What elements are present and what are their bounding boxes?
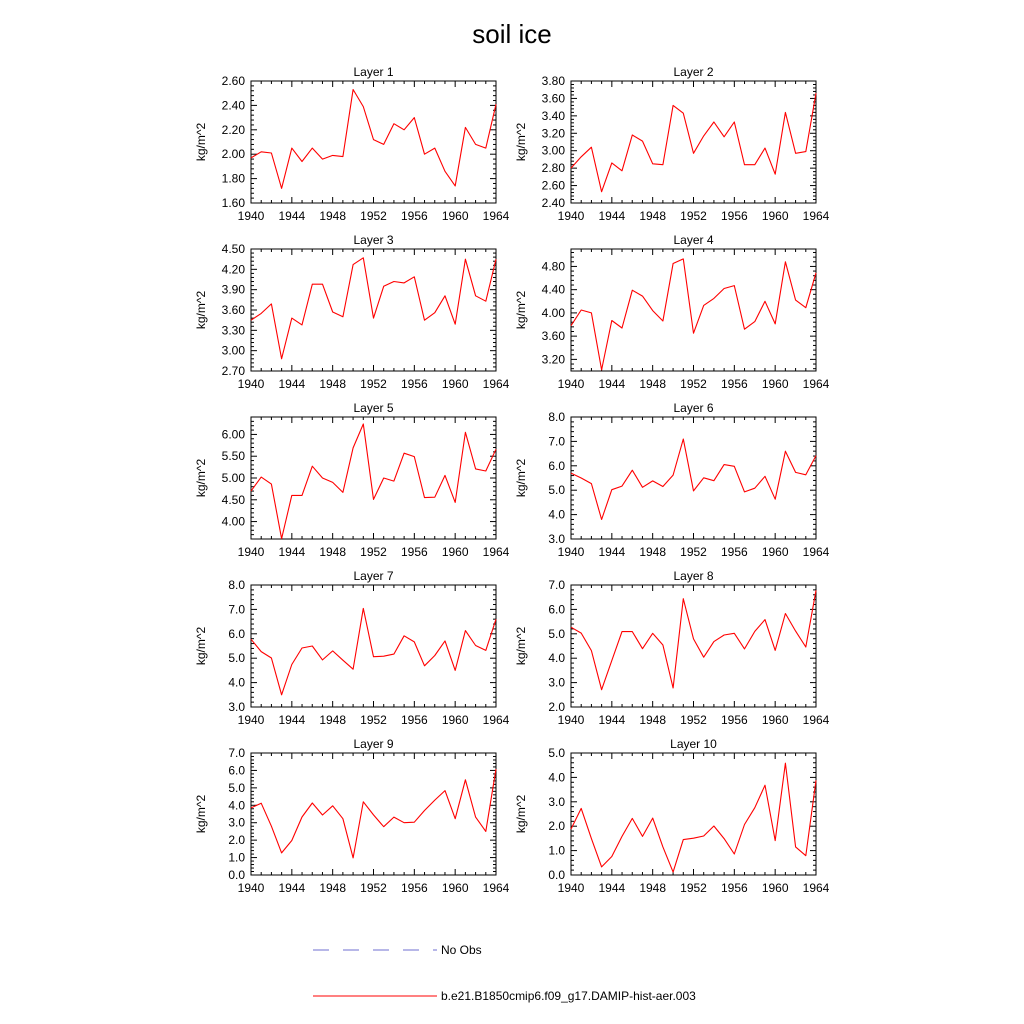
legend bbox=[313, 943, 696, 1003]
panel-title: Layer 2 bbox=[673, 65, 714, 79]
y-tick-label: 2.0 bbox=[228, 833, 245, 848]
x-tick-label: 1952 bbox=[360, 209, 387, 223]
x-tick-label: 1964 bbox=[482, 713, 510, 727]
x-tick-label: 1944 bbox=[278, 209, 306, 223]
x-tick-label: 1940 bbox=[237, 377, 265, 391]
x-tick-label: 1944 bbox=[278, 713, 306, 727]
series-line bbox=[251, 424, 496, 539]
series-line bbox=[251, 608, 496, 694]
series-line bbox=[251, 258, 496, 359]
x-tick-label: 1960 bbox=[441, 209, 469, 223]
y-tick-label: 4.0 bbox=[228, 675, 245, 690]
x-tick-label: 1956 bbox=[400, 713, 428, 727]
y-tick-label: 4.40 bbox=[541, 282, 565, 297]
y-tick-label: 4.20 bbox=[221, 262, 245, 277]
series-line bbox=[571, 763, 816, 872]
panel-layer-5 bbox=[194, 401, 510, 559]
y-tick-label: 3.20 bbox=[541, 126, 565, 141]
x-tick-label: 1948 bbox=[319, 209, 347, 223]
panel-layer-10 bbox=[514, 737, 830, 895]
x-tick-label: 1952 bbox=[360, 545, 387, 559]
y-tick-label: 2.80 bbox=[541, 161, 565, 176]
y-tick-label: 7.0 bbox=[548, 578, 565, 592]
panels bbox=[194, 65, 830, 895]
y-tick-label: 3.0 bbox=[228, 700, 245, 714]
y-tick-label: 3.0 bbox=[548, 532, 565, 546]
plot-frame bbox=[571, 249, 816, 371]
y-tick-label: 1.60 bbox=[221, 196, 245, 210]
x-tick-label: 1956 bbox=[400, 545, 428, 559]
x-tick-label: 1964 bbox=[802, 209, 830, 223]
x-tick-label: 1960 bbox=[761, 881, 789, 895]
x-tick-label: 1956 bbox=[720, 713, 748, 727]
series-line bbox=[571, 93, 816, 192]
panel-title: Layer 8 bbox=[673, 569, 714, 583]
x-tick-label: 1964 bbox=[802, 713, 830, 727]
y-tick-label: 3.00 bbox=[541, 143, 565, 158]
y-tick-label: 7.0 bbox=[548, 434, 565, 449]
y-tick-label: 3.0 bbox=[228, 815, 245, 830]
series-line bbox=[251, 90, 496, 189]
panel-layer-2 bbox=[514, 65, 830, 223]
x-tick-label: 1960 bbox=[441, 545, 469, 559]
panel-layer-6 bbox=[514, 401, 830, 559]
x-tick-label: 1940 bbox=[557, 377, 585, 391]
y-tick-label: 1.0 bbox=[228, 850, 245, 865]
series-line bbox=[571, 259, 816, 370]
x-tick-label: 1944 bbox=[278, 881, 306, 895]
x-tick-label: 1944 bbox=[598, 713, 626, 727]
y-tick-label: 3.60 bbox=[221, 303, 245, 317]
x-tick-label: 1956 bbox=[720, 209, 748, 223]
x-tick-label: 1948 bbox=[639, 377, 667, 391]
y-tick-label: 8.0 bbox=[548, 410, 565, 424]
y-tick-label: 4.50 bbox=[221, 492, 245, 507]
x-tick-label: 1956 bbox=[400, 377, 428, 391]
x-tick-label: 1940 bbox=[557, 713, 585, 727]
y-tick-label: 4.0 bbox=[548, 770, 565, 785]
x-tick-label: 1960 bbox=[441, 377, 469, 391]
y-tick-label: 4.50 bbox=[221, 242, 245, 256]
x-tick-label: 1944 bbox=[598, 881, 626, 895]
y-tick-label: 5.50 bbox=[221, 449, 245, 464]
x-tick-label: 1940 bbox=[557, 881, 585, 895]
panel-title: Layer 9 bbox=[353, 737, 394, 751]
x-tick-label: 1940 bbox=[237, 881, 265, 895]
y-axis-label: kg/m^2 bbox=[194, 122, 208, 162]
x-tick-label: 1960 bbox=[441, 881, 469, 895]
y-tick-label: 3.30 bbox=[221, 323, 245, 338]
plot-frame bbox=[251, 585, 496, 707]
x-tick-label: 1948 bbox=[319, 713, 347, 727]
y-tick-label: 4.0 bbox=[548, 507, 565, 522]
y-tick-label: 3.40 bbox=[541, 108, 565, 123]
legend-label-no-obs: No Obs bbox=[441, 943, 482, 957]
panel-title: Layer 4 bbox=[673, 233, 714, 247]
y-axis-label: kg/m^2 bbox=[514, 122, 528, 162]
panel-layer-1 bbox=[194, 65, 510, 223]
y-tick-label: 0.0 bbox=[228, 868, 245, 882]
plot-frame bbox=[251, 753, 496, 875]
y-tick-label: 4.0 bbox=[228, 798, 245, 813]
y-tick-label: 2.0 bbox=[548, 700, 565, 714]
panel-title: Layer 7 bbox=[353, 569, 394, 583]
x-tick-label: 1956 bbox=[720, 545, 748, 559]
x-tick-label: 1964 bbox=[802, 545, 830, 559]
panel-title: Layer 10 bbox=[670, 737, 717, 751]
x-tick-label: 1952 bbox=[680, 713, 707, 727]
panel-title: Layer 3 bbox=[353, 233, 394, 247]
series-line bbox=[571, 439, 816, 520]
x-tick-label: 1944 bbox=[278, 545, 306, 559]
x-tick-label: 1952 bbox=[680, 545, 707, 559]
y-tick-label: 3.0 bbox=[548, 675, 565, 690]
x-tick-label: 1940 bbox=[237, 209, 265, 223]
x-tick-label: 1952 bbox=[360, 881, 387, 895]
y-tick-label: 3.60 bbox=[541, 91, 565, 106]
x-tick-label: 1964 bbox=[482, 545, 510, 559]
x-tick-label: 1952 bbox=[680, 881, 707, 895]
y-tick-label: 2.00 bbox=[221, 147, 245, 162]
y-tick-label: 5.0 bbox=[548, 483, 565, 498]
x-tick-label: 1964 bbox=[482, 377, 510, 391]
y-axis-label: kg/m^2 bbox=[194, 458, 208, 498]
y-tick-label: 8.0 bbox=[228, 578, 245, 592]
y-axis-label: kg/m^2 bbox=[514, 626, 528, 666]
x-tick-label: 1948 bbox=[319, 377, 347, 391]
plot-frame bbox=[571, 585, 816, 707]
x-tick-label: 1948 bbox=[639, 545, 667, 559]
x-tick-label: 1952 bbox=[680, 209, 707, 223]
x-tick-label: 1964 bbox=[482, 209, 510, 223]
x-tick-label: 1956 bbox=[400, 209, 428, 223]
x-tick-label: 1940 bbox=[237, 713, 265, 727]
y-tick-label: 2.70 bbox=[221, 364, 245, 378]
y-tick-label: 3.90 bbox=[221, 282, 245, 297]
y-tick-label: 5.0 bbox=[548, 626, 565, 641]
x-tick-label: 1960 bbox=[761, 209, 789, 223]
y-tick-label: 2.20 bbox=[221, 122, 245, 137]
x-tick-label: 1940 bbox=[557, 545, 585, 559]
y-tick-label: 4.0 bbox=[548, 651, 565, 666]
x-tick-label: 1964 bbox=[802, 881, 830, 895]
y-tick-label: 4.00 bbox=[221, 514, 245, 529]
y-tick-label: 3.80 bbox=[541, 74, 565, 88]
y-tick-label: 2.60 bbox=[221, 74, 245, 88]
x-tick-label: 1952 bbox=[680, 377, 707, 391]
x-tick-label: 1944 bbox=[598, 377, 626, 391]
panel-layer-3 bbox=[194, 233, 510, 391]
x-tick-label: 1956 bbox=[720, 377, 748, 391]
y-tick-label: 6.0 bbox=[228, 626, 245, 641]
x-tick-label: 1948 bbox=[639, 713, 667, 727]
panel-title: Layer 5 bbox=[353, 401, 394, 415]
y-tick-label: 0.0 bbox=[548, 868, 565, 882]
y-tick-label: 3.0 bbox=[548, 794, 565, 809]
y-tick-label: 2.60 bbox=[541, 178, 565, 193]
x-tick-label: 1948 bbox=[639, 881, 667, 895]
plot-frame bbox=[251, 249, 496, 371]
x-tick-label: 1964 bbox=[802, 377, 830, 391]
y-tick-label: 5.0 bbox=[228, 780, 245, 795]
x-tick-label: 1944 bbox=[598, 545, 626, 559]
x-tick-label: 1948 bbox=[319, 545, 347, 559]
plot-frame bbox=[571, 81, 816, 203]
y-tick-label: 3.60 bbox=[541, 329, 565, 344]
y-tick-label: 2.40 bbox=[541, 196, 565, 210]
y-tick-label: 4.00 bbox=[541, 305, 565, 320]
x-tick-label: 1948 bbox=[319, 881, 347, 895]
y-tick-label: 3.00 bbox=[221, 343, 245, 358]
panel-title: Layer 1 bbox=[353, 65, 394, 79]
y-tick-label: 1.80 bbox=[221, 171, 245, 186]
y-tick-label: 3.20 bbox=[541, 352, 565, 367]
panel-layer-8 bbox=[514, 569, 830, 727]
x-tick-label: 1960 bbox=[761, 377, 789, 391]
panel-layer-7 bbox=[194, 569, 510, 727]
y-tick-label: 5.0 bbox=[228, 651, 245, 666]
x-tick-label: 1948 bbox=[639, 209, 667, 223]
x-tick-label: 1940 bbox=[237, 545, 265, 559]
y-axis-label: kg/m^2 bbox=[194, 290, 208, 330]
series-line bbox=[571, 590, 816, 689]
y-axis-label: kg/m^2 bbox=[194, 626, 208, 666]
y-tick-label: 6.0 bbox=[228, 763, 245, 778]
y-tick-label: 7.0 bbox=[228, 746, 245, 760]
x-tick-label: 1960 bbox=[761, 713, 789, 727]
series-line bbox=[251, 769, 496, 858]
x-tick-label: 1960 bbox=[441, 713, 469, 727]
y-tick-label: 5.00 bbox=[221, 471, 245, 485]
x-tick-label: 1940 bbox=[557, 209, 585, 223]
y-tick-label: 4.80 bbox=[541, 259, 565, 274]
y-tick-label: 1.0 bbox=[548, 843, 565, 858]
panel-layer-9 bbox=[194, 737, 510, 895]
x-tick-label: 1960 bbox=[761, 545, 789, 559]
y-tick-label: 5.0 bbox=[548, 746, 565, 760]
y-axis-label: kg/m^2 bbox=[194, 794, 208, 834]
figure-title: soil ice bbox=[472, 19, 552, 49]
x-tick-label: 1952 bbox=[360, 713, 387, 727]
panel-layer-4 bbox=[514, 233, 830, 391]
y-axis-label: kg/m^2 bbox=[514, 458, 528, 498]
y-tick-label: 6.0 bbox=[548, 458, 565, 473]
y-tick-label: 6.0 bbox=[548, 602, 565, 617]
x-tick-label: 1952 bbox=[360, 377, 387, 391]
panel-title: Layer 6 bbox=[673, 401, 714, 415]
y-tick-label: 6.00 bbox=[221, 427, 245, 442]
x-tick-label: 1964 bbox=[482, 881, 510, 895]
x-tick-label: 1956 bbox=[720, 881, 748, 895]
y-tick-label: 7.0 bbox=[228, 602, 245, 617]
legend-label-model: b.e21.B1850cmip6.f09_g17.DAMIP-hist-aer.003 bbox=[441, 989, 696, 1003]
y-tick-label: 2.0 bbox=[548, 819, 565, 834]
plot-frame bbox=[251, 81, 496, 203]
y-axis-label: kg/m^2 bbox=[514, 290, 528, 330]
x-tick-label: 1956 bbox=[400, 881, 428, 895]
x-tick-label: 1944 bbox=[278, 377, 306, 391]
x-tick-label: 1944 bbox=[598, 209, 626, 223]
y-axis-label: kg/m^2 bbox=[514, 794, 528, 834]
y-tick-label: 2.40 bbox=[221, 98, 245, 113]
